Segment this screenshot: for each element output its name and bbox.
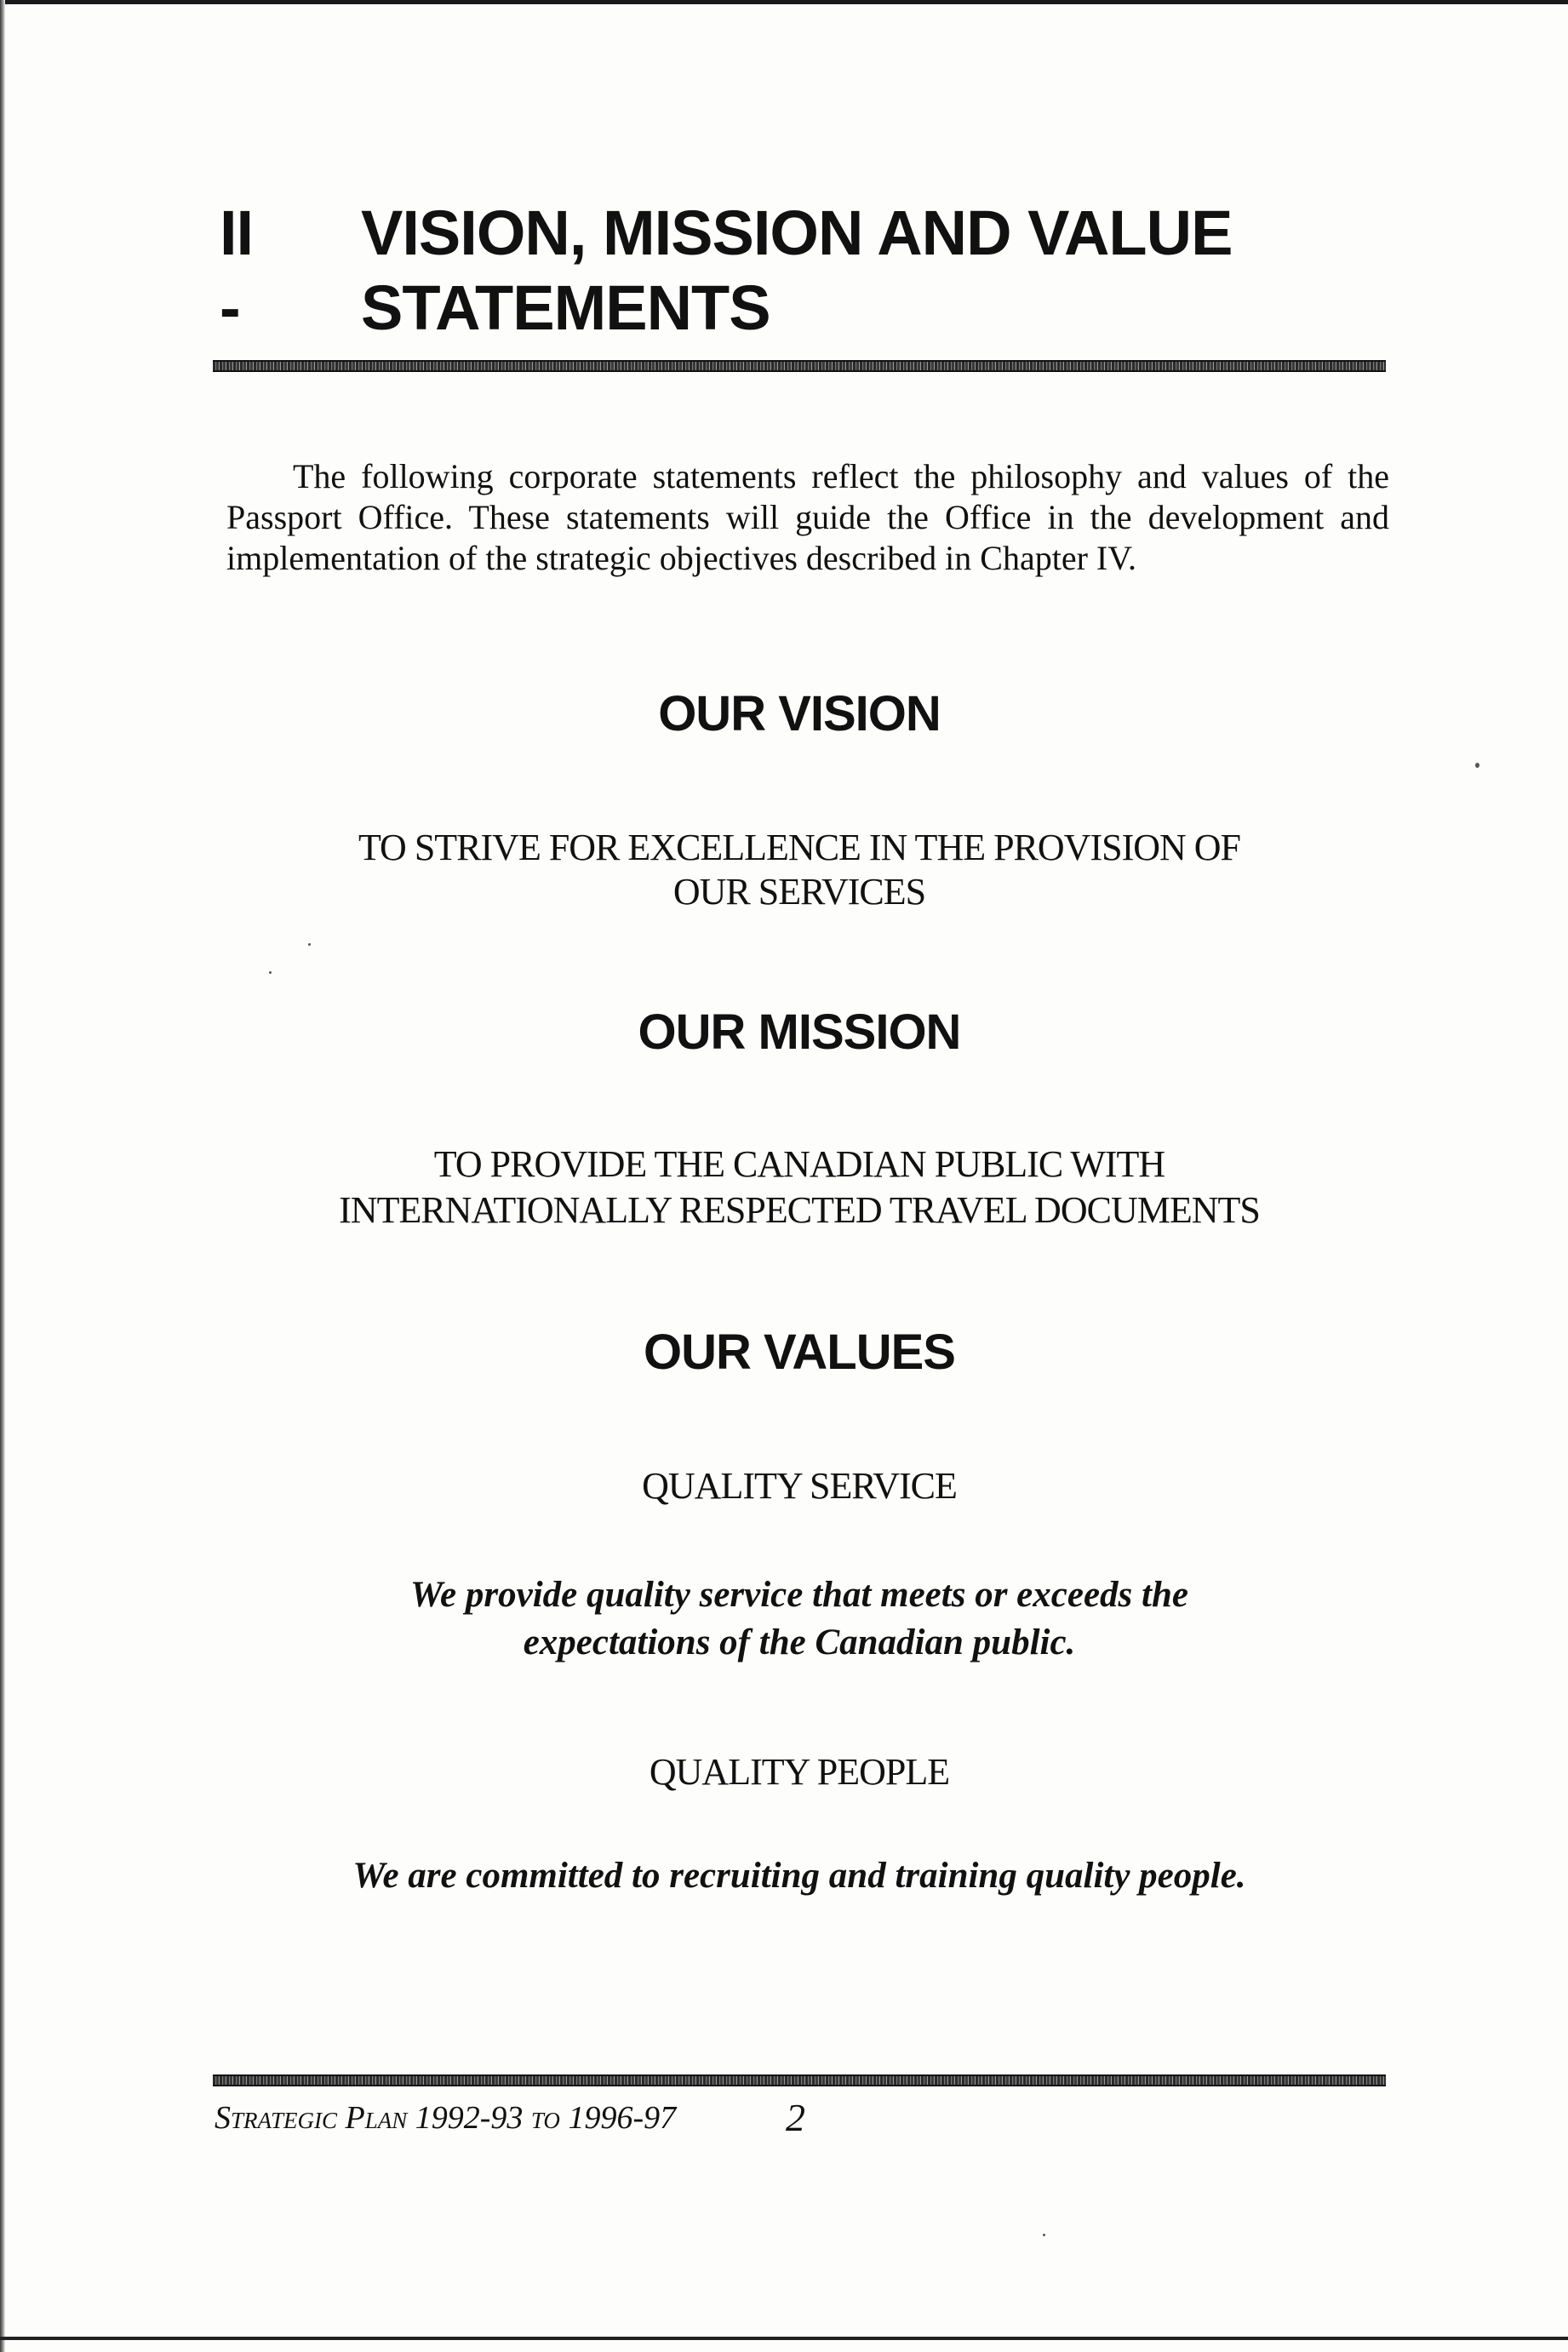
scan-edge-bottom bbox=[0, 2337, 1568, 2340]
page-number: 2 bbox=[786, 2096, 805, 2139]
scan-speck bbox=[269, 971, 272, 974]
scan-speck bbox=[1043, 2234, 1045, 2236]
chapter-number: II - bbox=[220, 197, 254, 343]
heading-rule bbox=[213, 360, 1386, 372]
value-name-quality-people: QUALITY PEOPLE bbox=[649, 1751, 950, 1793]
footer-to-word: to bbox=[530, 2100, 560, 2136]
value-name-quality-service: QUALITY SERVICE bbox=[642, 1465, 957, 1507]
vision-statement-line-2: OUR SERVICES bbox=[672, 871, 926, 913]
scan-speck bbox=[308, 943, 311, 946]
mission-title: OUR MISSION bbox=[638, 1004, 961, 1060]
footer-rule bbox=[213, 2074, 1386, 2086]
footer-years-start: 1992-93 bbox=[415, 2100, 524, 2136]
footer-plan-label: Strategic Plan bbox=[215, 2100, 408, 2136]
footer-plan-title bbox=[215, 2099, 676, 2137]
scan-edge-left bbox=[0, 0, 5, 2352]
value-statement-service-line-2: expectations of the Canadian public. bbox=[523, 1622, 1076, 1662]
intro-paragraph: The following corporate statements reflect the philosophy and values of the Passport Office. These statements will guide the Office in the development and implementation of the strategic objectives described in Chapter IV. bbox=[226, 457, 1389, 577]
values-title: OUR VALUES bbox=[644, 1325, 955, 1380]
chapter-title-line-1: VISION, MISSION AND VALUE bbox=[361, 197, 1233, 268]
chapter-title bbox=[361, 196, 1553, 346]
scan-speck bbox=[1475, 763, 1479, 768]
chapter-title-line-2: STATEMENTS bbox=[361, 272, 770, 343]
vision-statement-line-1: TO STRIVE FOR EXCELLENCE IN THE PROVISION OF bbox=[358, 827, 1241, 868]
value-statement-people: We are committed to recruiting and training quality people. bbox=[352, 1856, 1246, 1896]
mission-statement-line-2: INTERNATIONALLY RESPECTED TRAVEL DOCUMENTS bbox=[339, 1189, 1260, 1231]
footer-years-end: 1996-97 bbox=[568, 2100, 677, 2136]
value-statement-service-line-1: We provide quality service that meets or exceeds the bbox=[410, 1575, 1188, 1615]
vision-title: OUR VISION bbox=[658, 686, 941, 741]
mission-statement-line-1: TO PROVIDE THE CANADIAN PUBLIC WITH bbox=[433, 1143, 1165, 1185]
scan-edge-top bbox=[0, 0, 1568, 4]
